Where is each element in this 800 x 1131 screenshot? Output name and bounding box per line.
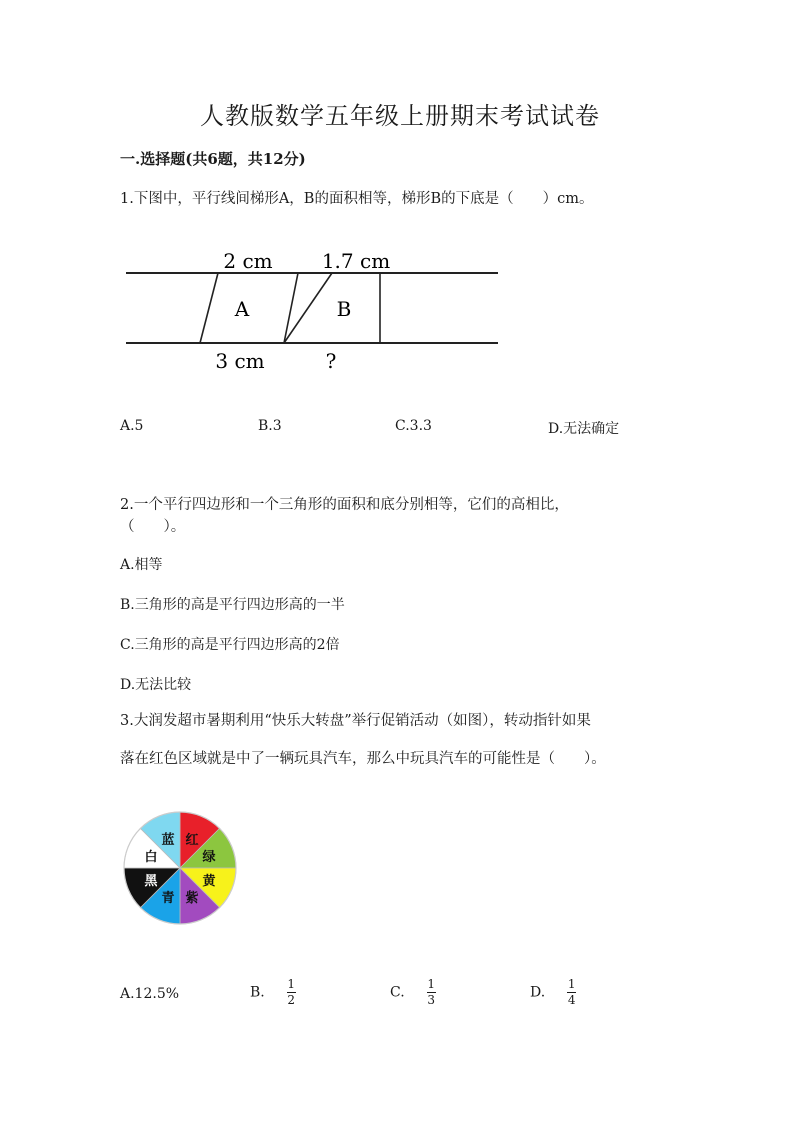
q1-option-b: B.3 — [258, 418, 282, 434]
q1-option-d: D.无法确定 — [548, 421, 620, 437]
wheel-slice-label: 绿 — [202, 850, 216, 865]
trapezoid-figure — [120, 245, 510, 380]
q1-option-c: C.3.3 — [395, 418, 432, 434]
q3-option-a: A.12.5% — [120, 986, 180, 1002]
question-1-text: 1.下图中，平行线间梯形A，B的面积相等，梯形B的下底是（ ）cm。 — [120, 191, 594, 207]
wheel-slice-label: 红 — [185, 833, 199, 848]
fraction-one-third: $\frac{1}{3}$ — [427, 977, 435, 1007]
top-label-a: 2 cm — [223, 249, 273, 273]
top-label-b: 1.7 cm — [321, 249, 391, 273]
question-2-line-2: （ ）。 — [120, 519, 186, 535]
wheel-slice-label: 黄 — [202, 874, 216, 889]
q2-option-b: B.三角形的高是平行四边形高的一半 — [120, 597, 345, 613]
question-2-line-1: 2.一个平行四边形和一个三角形的面积和底分别相等，它们的高相比， — [120, 497, 569, 513]
shape-label-a: A — [234, 297, 250, 321]
q2-option-a: A.相等 — [120, 557, 163, 573]
fraction-one-quarter: $\frac{1}{4}$ — [567, 977, 576, 1007]
prize-wheel — [120, 810, 244, 928]
section-heading: 一.选择题(共6题，共12分) — [120, 150, 306, 168]
question-3-line-2: 落在红色区域就是中了一辆玩具汽车，那么中玩具汽车的可能性是（ ）。 — [120, 751, 606, 767]
q3-option-d: D. $\frac{1}{4}$ — [530, 977, 576, 1007]
wheel-slice-label: 黑 — [144, 874, 158, 889]
page-title: 人教版数学五年级上册期末考试试卷 — [200, 102, 600, 130]
q3-option-b: B. $\frac{1}{2}$ — [250, 977, 296, 1007]
q1-option-a: A.5 — [120, 418, 144, 434]
wheel-slice-label: 白 — [144, 850, 158, 865]
q2-option-d: D.无法比较 — [120, 677, 192, 693]
bottom-label-b: ? — [325, 349, 337, 373]
fraction-one-half: $\frac{1}{2}$ — [287, 977, 296, 1007]
shape-label-b: B — [336, 297, 352, 321]
bottom-label-a: 3 cm — [215, 349, 265, 373]
wheel-slice-label: 青 — [161, 891, 175, 906]
wheel-slice-label: 紫 — [185, 891, 199, 906]
q3-option-c: C. $\frac{1}{3}$ — [390, 977, 435, 1007]
q2-option-c: C.三角形的高是平行四边形高的2倍 — [120, 637, 340, 653]
wheel-slice-label: 蓝 — [161, 833, 175, 848]
question-3-line-1: 3.大润发超市暑期利用“快乐大转盘”举行促销活动（如图），转动指针如果 — [120, 713, 591, 729]
trapezoid-a-left-edge — [200, 273, 218, 343]
